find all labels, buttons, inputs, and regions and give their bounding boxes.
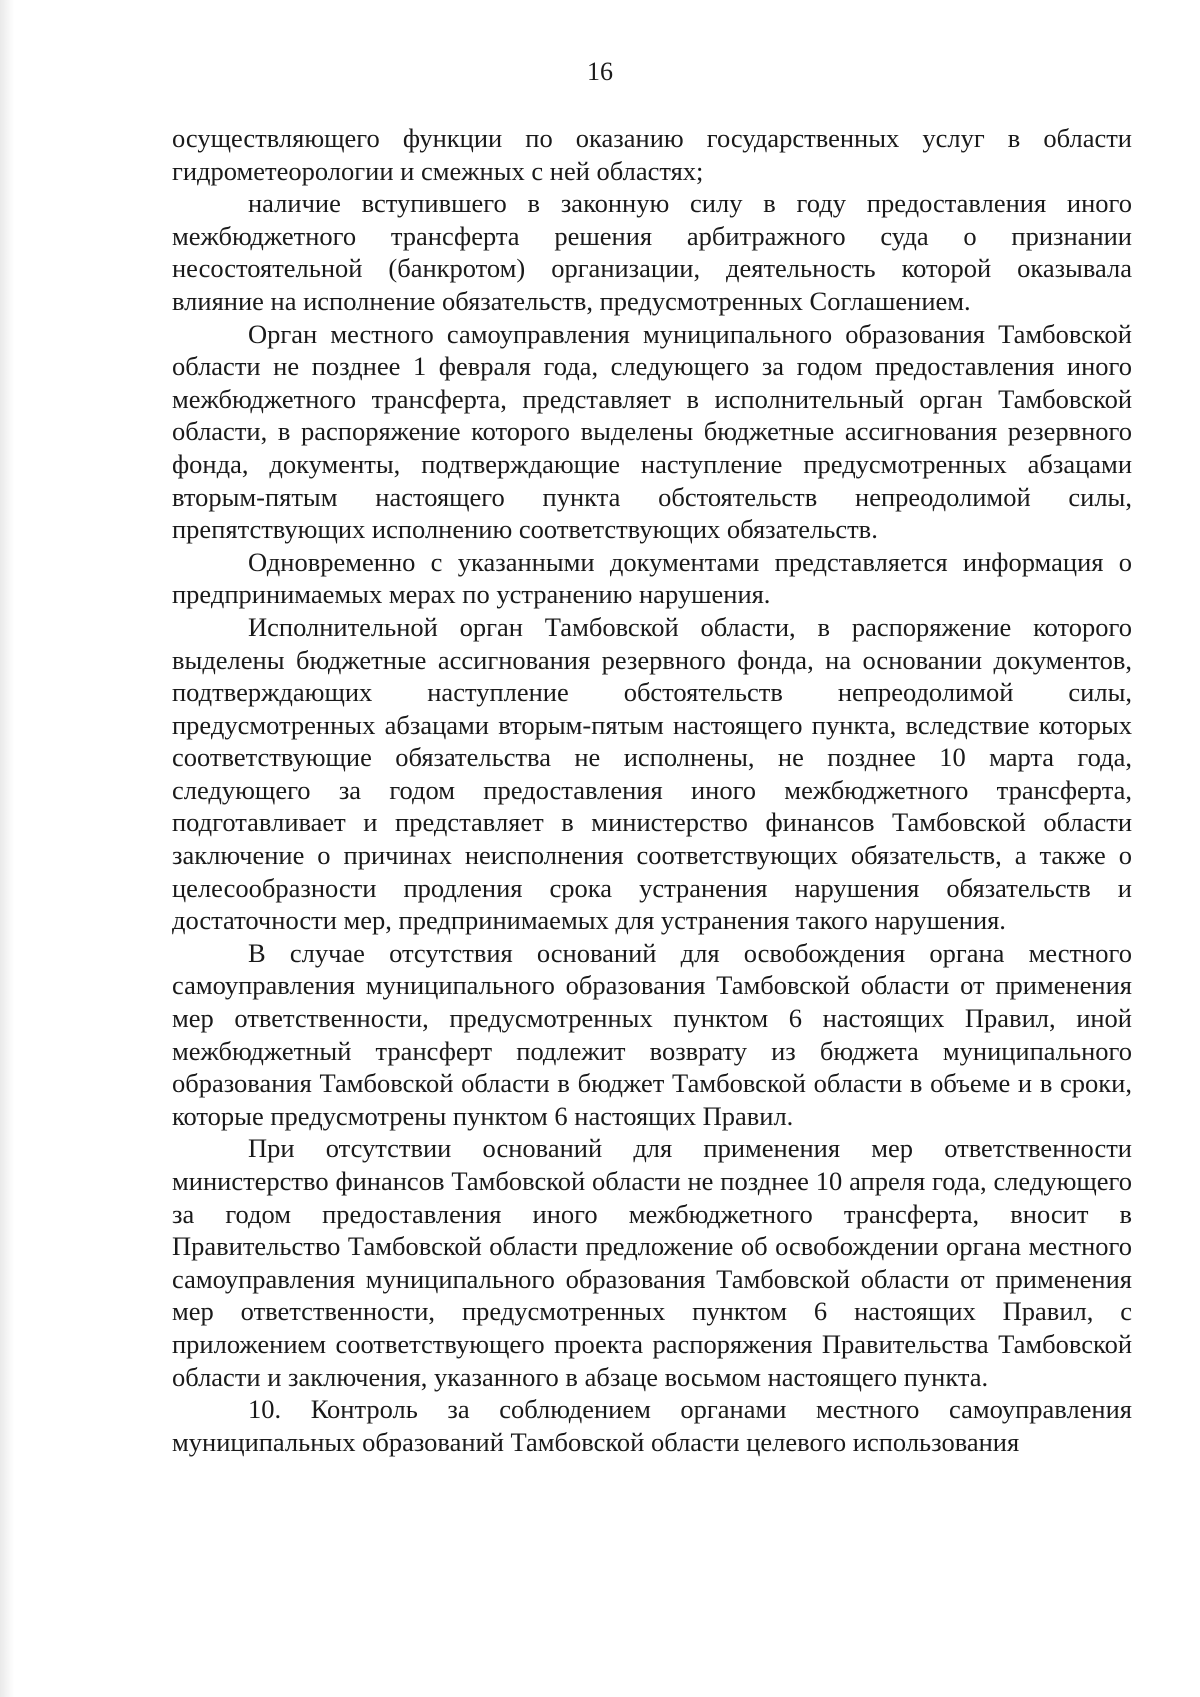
- paragraph-bankruptcy-clause: наличие вступившего в законную силу в году предоставления иного межбюджетного трансферта решения арбитражного суда о признании несостоятельной (банкротом) организации, деятельность которой оказывала влияние на исполнение обязательств, предусмотренных Соглашением.: [172, 188, 1132, 316]
- paragraph-executive-body-conclusion: Исполнительной орган Тамбовской области, в распоряжение которого выделены бюджетные ассигнования резервного фонда, на основании документов, подтверждающих наступление обстоятельств непреодолимой силы, предусмотренных абзацами вторым-пятым настоящего пункта, вследствие которых соответствующие обязательства не исполнены, не позднее 10 марта года, следующего за годом предоставления иного межбюджетного трансферта, подготавливает и представляет в министерство финансов Тамбовской области заключение о причинах неисполнения соответствующих обязательств, а также о целесообразности продления срока устранения нарушения обязательств и достаточности мер, предпринимаемых для устранения такого нарушения.: [172, 611, 1132, 936]
- paragraph-local-authority-submission: Орган местного самоуправления муниципального образования Тамбовской области не позднее 1 февраля года, следующего за годом предоставления иного межбюджетного трансферта, представляет в исполнительный орган Тамбовской области, в распоряжение которого выделены бюджетные ассигнования резервного фонда, документы, подтверждающие наступление предусмотренных абзацами вторым-пятым настоящего пункта обстоятельств непреодолимой силы, препятствующих исполнению соответствующих обязательств.: [172, 318, 1132, 545]
- document-body: [172, 122, 1132, 1458]
- paragraph-measures-information: Одновременно с указанными документами представляется информация о предпринимаемых мерах по устранению нарушения.: [172, 546, 1132, 610]
- paragraph-continuation: осуществляющего функции по оказанию государственных услуг в области гидрометеорологии и смежных с ней областях;: [172, 123, 1132, 186]
- paragraph-transfer-return: В случае отсутствия оснований для освобождения органа местного самоуправления муниципального образования Тамбовской области от применения мер ответственности, предусмотренных пунктом 6 настоящих Правил, иной межбюджетный трансферт подлежит возврату из бюджета муниципального образования Тамбовской области в бюджет Тамбовской области в объеме и в сроки, которые предусмотрены пунктом 6 настоящих Правил.: [172, 937, 1132, 1131]
- paragraph-item-10: 10. Контроль за соблюдением органами местного самоуправления муниципальных образований Тамбовской области целевого использования: [172, 1394, 1132, 1457]
- page-number: 16: [587, 57, 613, 86]
- scan-edge-shadow: [0, 0, 14, 1697]
- paragraph-release-proposal: При отсутствии оснований для применения мер ответственности министерство финансов Тамбовской области не позднее 10 апреля года, следующего за годом предоставления иного межбюджетного трансферта, вносит в Правительство Тамбовской области предложение об освобождении органа местного самоуправления муниципального образования Тамбовской области от применения мер ответственности, предусмотренных пунктом 6 настоящих Правил, с приложением соответствующего проекта распоряжения Правительства Тамбовской области и заключения, указанного в абзаце восьмом настоящего пункта.: [172, 1133, 1132, 1392]
